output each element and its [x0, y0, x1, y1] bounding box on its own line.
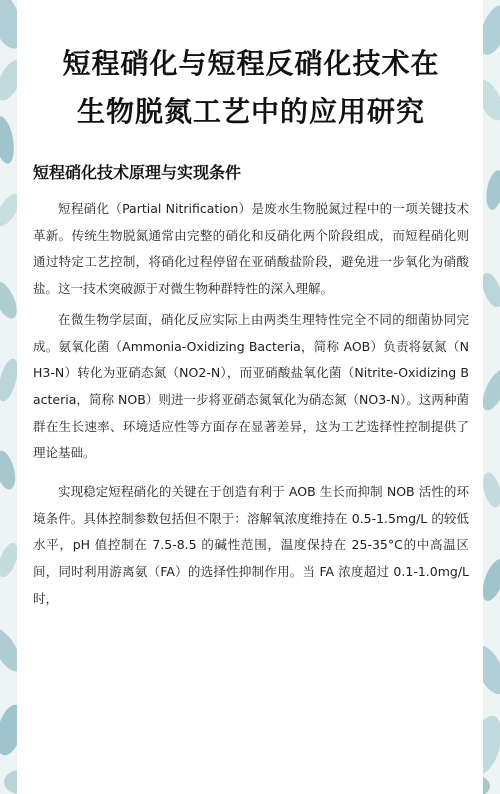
paragraph-3: 实现稳定短程硝化的关键在于创造有利于 AOB 生长而抑制 NOB 活性的环境条件。具体控制参数包括但不限于：溶解氧浓度维持在 0.5-1.5mg/L 的较低水平，pH 值控制在 7.5-8.5 的碱性范围，温度保持在 25-35°C的中高温区间，同时利用游离氨（FA）的选择性抑制作用。当 FA 浓度超过 0.1-1.0mg/L 时， — [33, 484, 469, 606]
document-page — [17, 0, 483, 794]
document-title-line-2: 生物脱氮工艺中的应用研究 — [76, 95, 425, 128]
document-title — [33, 0, 469, 136]
document-title-line-1: 短程硝化与短程反硝化技术在 — [62, 47, 440, 80]
section-heading: 短程硝化技术原理与实现条件 — [33, 163, 242, 182]
paragraph-2: 在微生物学层面，硝化反应实际上由两类生理特性完全不同的细菌协同完成。氨氧化菌（Ammonia-Oxidizing Bacteria，简称 AOB）负责将氨氮（NH3-N）转化为亚硝态氮（NO2-N），而亚硝酸盐氧化菌（Nitrite-Oxidizing Bacteria，简称 NOB）则进一步将亚硝态氮氧化为硝态氮（NO3-N）。这两种菌群在生长速率、环境适应性等方面存在显著差异，这为工艺选择性控制提供了理论基础。 — [33, 311, 469, 461]
paragraph-1: 短程硝化（Partial Nitrification）是废水生物脱氮过程中的一项关键技术革新。传统生物脱氮通常由完整的硝化和反硝化两个阶段组成，而短程硝化则通过特定工艺控制，将硝化过程停留在亚硝酸盐阶段，避免进一步氧化为硝酸盐。这一技术突破源于对微生物种群特性的深入理解。 — [33, 201, 469, 297]
